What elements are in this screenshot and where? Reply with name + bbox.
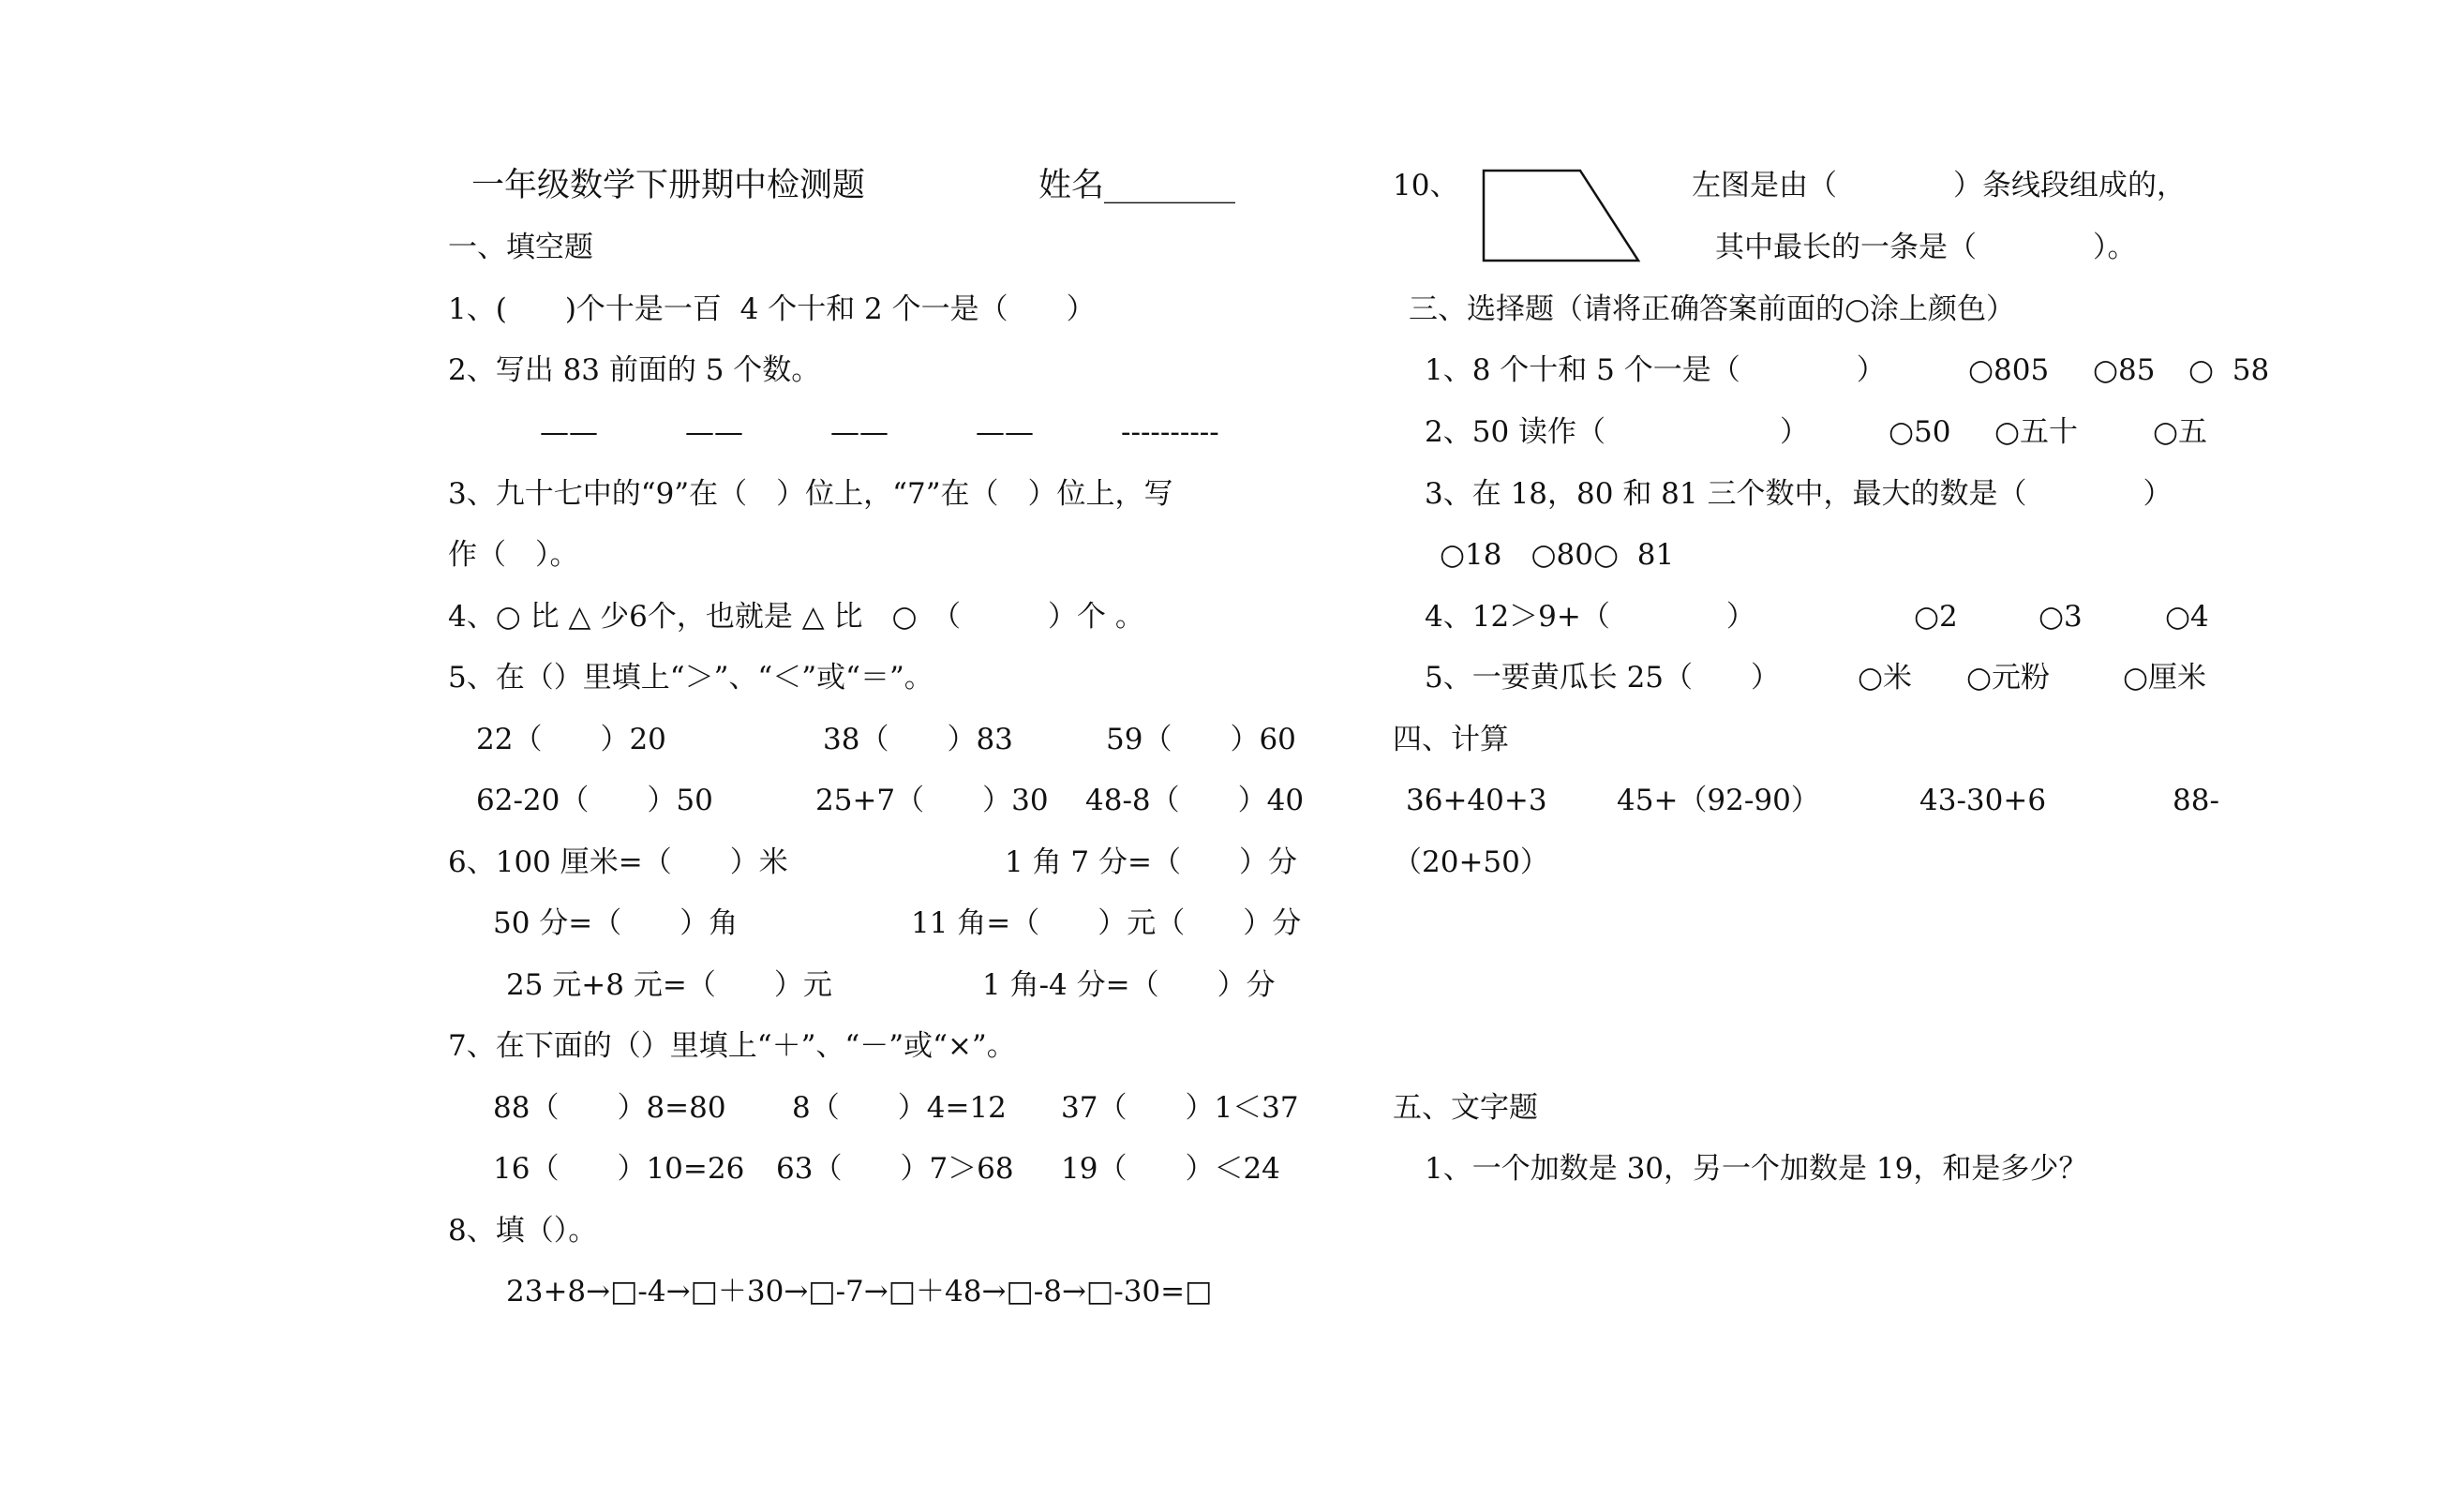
choice-option: ○805 xyxy=(1968,353,2050,387)
choice-option: ○米 xyxy=(1858,661,1913,695)
q7-item: 8（ ）4=12 xyxy=(792,1091,1007,1125)
choice-4-question: 4、12＞9+（ ） xyxy=(1425,600,1755,634)
section-fill-in-blanks: 一、填空题 xyxy=(448,231,593,264)
question-7: 7、在下面的（）里填上“＋”、“－”或“×”。 xyxy=(448,1029,1016,1063)
choice-option: ○85 xyxy=(2093,353,2156,387)
q7-item: 63（ ）7＞68 xyxy=(776,1152,1014,1186)
question-6-item: 11 角=（ ）元（ ）分 xyxy=(911,906,1302,940)
question-2: 2、写出 83 前面的 5 个数。 xyxy=(448,353,821,387)
calc-item: 43-30+6 xyxy=(1919,784,2047,817)
question-10-line-2: 其中最长的一条是（ ）。 xyxy=(1715,231,2137,264)
question-10-line-1: 左图是由（ ）条线段组成的， xyxy=(1692,169,2186,202)
choice-3-options: ○18 ○80○ 81 xyxy=(1440,538,1675,572)
choice-option: ○五十 xyxy=(1994,415,2079,449)
page-title: 一年级数学下册期中检测题 xyxy=(471,167,866,204)
question-6-item: 50 分=（ ）角 xyxy=(493,906,739,940)
choice-option: ○厘米 xyxy=(2123,661,2207,695)
question-1: 1、( )个十是一百 4 个十和 2 个一是（ ） xyxy=(448,292,1096,326)
name-field-label: 姓名________ xyxy=(1038,167,1236,204)
choice-option: ○元粉 xyxy=(1966,661,2051,695)
question-6-item: 6、100 厘米=（ ）米 xyxy=(448,845,788,879)
question-8: 8、填（）。 xyxy=(448,1214,598,1248)
q7-item: 16（ ）10=26 xyxy=(493,1152,745,1186)
q7-item: 19（ ）＜24 xyxy=(1061,1152,1280,1186)
question-3-line-1: 3、九十七中的“9”在（ ）位上，“7”在（ ）位上，写 xyxy=(448,477,1173,511)
q7-item: 88（ ）8=80 xyxy=(493,1091,726,1125)
q7-item: 37（ ）1＜37 xyxy=(1061,1091,1299,1125)
q5-item: 25+7（ ）30 xyxy=(815,784,1049,817)
calc-item: 45+（92-90） xyxy=(1617,784,1820,817)
question-2-blanks: —— —— —— —— ---------- xyxy=(540,415,1219,449)
choice-3-question: 3、在 18，80 和 81 三个数中，最大的数是（ ） xyxy=(1425,477,2173,511)
q5-item: 59（ ）60 xyxy=(1106,723,1296,756)
question-3-line-2: 作（ ）。 xyxy=(448,538,579,572)
calc-item-continuation: （20+50） xyxy=(1393,845,1549,879)
choice-option: ○2 xyxy=(1914,600,1958,634)
calc-item: 88- xyxy=(2173,784,2219,817)
choice-2-question: 2、50 读作（ ） xyxy=(1425,415,1810,449)
question-6-item: 1 角-4 分=（ ）分 xyxy=(982,968,1276,1002)
question-10-number: 10、 xyxy=(1393,169,1459,202)
q5-item: 62-20（ ）50 xyxy=(476,784,713,817)
q5-item: 38（ ）83 xyxy=(823,723,1013,756)
choice-option: ○五 xyxy=(2153,415,2208,449)
choice-option: ○ 58 xyxy=(2188,353,2270,387)
question-8-chain: 23+8→□-4→□＋30→□-7→□＋48→□-8→□-30=□ xyxy=(506,1275,1213,1308)
choice-5-question: 5、一要黄瓜长 25（ ） xyxy=(1425,661,1781,695)
choice-1-question: 1、8 个十和 5 个一是（ ） xyxy=(1425,353,1886,387)
word-problem-1: 1、一个加数是 30，另一个加数是 19，和是多少？ xyxy=(1425,1152,2088,1186)
q5-item: 48-8（ ）40 xyxy=(1085,784,1305,817)
question-6-item: 1 角 7 分=（ ）分 xyxy=(1005,845,1297,879)
choice-option: ○50 xyxy=(1889,415,1951,449)
section-calculation: 四、计算 xyxy=(1393,723,1509,756)
q5-item: 22（ ）20 xyxy=(476,723,666,756)
choice-option: ○4 xyxy=(2165,600,2209,634)
choice-option: ○3 xyxy=(2038,600,2083,634)
question-4: 4、○ 比 △ 少6个，也就是 △ 比 ○ （ ）个 。 xyxy=(448,600,1144,634)
question-6-item: 25 元+8 元=（ ）元 xyxy=(506,968,832,1002)
trapezoid-figure xyxy=(1479,167,1648,266)
section-multiple-choice: 三、选择题（请将正确答案前面的○涂上颜色） xyxy=(1409,292,2016,326)
calc-item: 36+40+3 xyxy=(1406,784,1547,817)
section-word-problems: 五、文字题 xyxy=(1393,1091,1538,1125)
question-5: 5、在（）里填上“＞”、“＜”或“＝”。 xyxy=(448,661,933,695)
